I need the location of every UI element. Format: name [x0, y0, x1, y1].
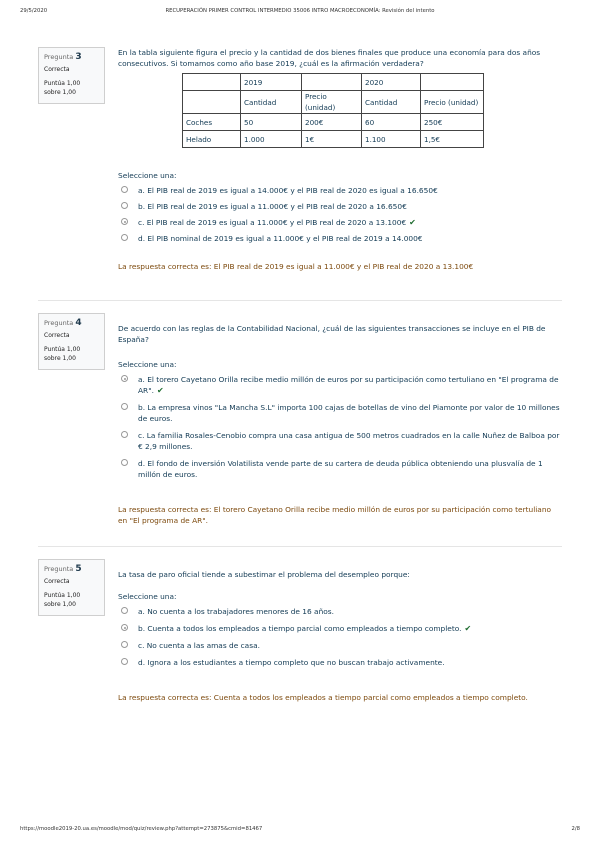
question-grade-of: sobre 1,00 [44, 89, 76, 96]
question-number: 3 [75, 52, 82, 62]
question-text: La tasa de paro oficial tiende a subestimar el problema del desempleo porque: [118, 570, 410, 579]
check-icon: ✔ [156, 386, 164, 395]
print-footer [20, 826, 580, 836]
question-4 [38, 313, 562, 543]
check-icon: ✔ [464, 624, 472, 633]
page-number: 2/8 [571, 826, 580, 832]
answer-option-b[interactable]: b. Cuenta a todos los empleados a tiempo parcial como empleados a tiempo completo. ✔ [118, 623, 562, 634]
table-row: Helado 1.000 1€ 1.100 1,5€ [183, 131, 484, 148]
correct-answer-feedback: La respuesta correcta es: El PIB real de 2019 es igual a 11.000€ y el PIB real de 2020 a 13.100€ [118, 262, 474, 271]
question-label: Pregunta [44, 53, 74, 61]
radio-button[interactable] [121, 234, 128, 241]
question-content [118, 569, 562, 703]
answer-option-b[interactable]: b. La empresa vinos "La Mancha S.L" importa 100 cajas de botellas de vino del Piamonte por valor de 10 millones de euros. [118, 402, 562, 424]
radio-button-selected[interactable] [121, 624, 128, 631]
question-label: Pregunta [44, 565, 74, 573]
table-row: Coches 50 200€ 60 250€ [183, 114, 484, 131]
radio-button[interactable] [121, 403, 128, 410]
radio-button[interactable] [121, 459, 128, 466]
question-grade: Puntúa 1,00 [44, 592, 81, 599]
print-title: RECUPERACIÓN PRIMER CONTROL INTERMEDIO 35006 INTRO MACROECONOMÍA: Revisión del intento [165, 8, 435, 14]
answer-prompt: Seleccione una: [118, 592, 177, 601]
radio-button-selected[interactable] [121, 218, 128, 225]
answer-list [118, 374, 562, 480]
answer-option-a[interactable]: a. No cuenta a los trabajadores menores de 16 años. [118, 606, 562, 617]
check-icon: ✔ [409, 218, 416, 227]
divider [38, 300, 562, 301]
answer-option-d[interactable]: d. Ignora a los estudiantes a tiempo completo que no buscan trabajo activamente. [118, 657, 562, 668]
print-header [20, 8, 580, 18]
answer-option-d[interactable]: d. El fondo de inversión Volatilista vende parte de su cartera de deuda pública obteniendo una plusvalía de 1 millón de euros. [118, 458, 562, 480]
question-grade-of: sobre 1,00 [44, 355, 76, 362]
answer-option-b[interactable]: b. El PIB real de 2019 es igual a 11.000€ y el PIB real de 2020 a 16.650€ [118, 201, 562, 212]
radio-button[interactable] [121, 202, 128, 209]
answer-option-a[interactable]: a. El PIB real de 2019 es igual a 14.000€ y el PIB real de 2020 es igual a 16.650€ [118, 185, 562, 196]
question-info [38, 313, 105, 370]
print-date: 29/5/2020 [20, 8, 48, 14]
question-number: 5 [75, 564, 82, 574]
radio-button-selected[interactable] [121, 375, 128, 382]
radio-button[interactable] [121, 186, 128, 193]
question-grade: Puntúa 1,00 [44, 80, 81, 87]
question-5 [38, 559, 562, 719]
question-state: Correcta [44, 332, 70, 339]
question-grade-of: sobre 1,00 [44, 601, 76, 608]
question-state: Correcta [44, 66, 70, 73]
question-text: En la tabla siguiente figura el precio y la cantidad de dos bienes finales que produce una economía para dos años consecutivos. Si tomamos como año base 2019, ¿cuál es la afirmación verdadera? [118, 48, 541, 68]
question-text: De acuerdo con las reglas de la Contabilidad Nacional, ¿cuál de las siguientes transacciones se incluye en el PIB de España? [118, 324, 546, 344]
correct-answer-feedback: La respuesta correcta es: Cuenta a todos los empleados a tiempo parcial como empleados a tiempo completo. [118, 693, 528, 702]
question-label: Pregunta [44, 319, 74, 327]
data-table [182, 73, 484, 148]
table-row: 2019 2020 [183, 74, 484, 91]
page-url: https://moodle2019-20.ua.es/moodle/mod/quiz/review.php?attempt=273875&cmid=81467 [20, 826, 263, 832]
question-content [118, 47, 562, 272]
radio-button[interactable] [121, 431, 128, 438]
question-info [38, 559, 105, 616]
answer-option-c[interactable]: c. El PIB real de 2019 es igual a 11.000€ y el PIB real de 2020 a 13.100€ ✔ [118, 217, 562, 228]
answer-option-d[interactable]: d. El PIB nominal de 2019 es igual a 11.000€ y el PIB real de 2019 a 14.000€ [118, 233, 562, 244]
question-3 [38, 47, 562, 297]
answer-list [118, 185, 562, 244]
answer-prompt: Seleccione una: [118, 360, 177, 369]
question-info [38, 47, 105, 104]
question-grade: Puntúa 1,00 [44, 346, 81, 353]
answer-prompt: Seleccione una: [118, 171, 177, 180]
question-content [118, 323, 562, 526]
radio-button[interactable] [121, 658, 128, 665]
answer-option-a[interactable]: a. El torero Cayetano Orilla recibe medio millón de euros por su participación como tertuliano en "El programa de AR". ✔ [118, 374, 562, 396]
question-state: Correcta [44, 578, 70, 585]
question-number: 4 [75, 318, 82, 328]
radio-button[interactable] [121, 641, 128, 648]
correct-answer-feedback: La respuesta correcta es: El torero Cayetano Orilla recibe medio millón de euros por su participación como tertuliano en "El programa de AR". [118, 505, 552, 525]
divider [38, 546, 562, 547]
answer-option-c[interactable]: c. No cuenta a las amas de casa. [118, 640, 562, 651]
answer-list [118, 606, 562, 668]
radio-button[interactable] [121, 607, 128, 614]
answer-option-c[interactable]: c. La familia Rosales-Cenobio compra una casa antigua de 500 metros cuadrados en la calle Nuñez de Balboa por € 2,9 millones. [118, 430, 562, 452]
table-row: Cantidad Precio (unidad) Cantidad Precio (unidad) [183, 91, 484, 114]
